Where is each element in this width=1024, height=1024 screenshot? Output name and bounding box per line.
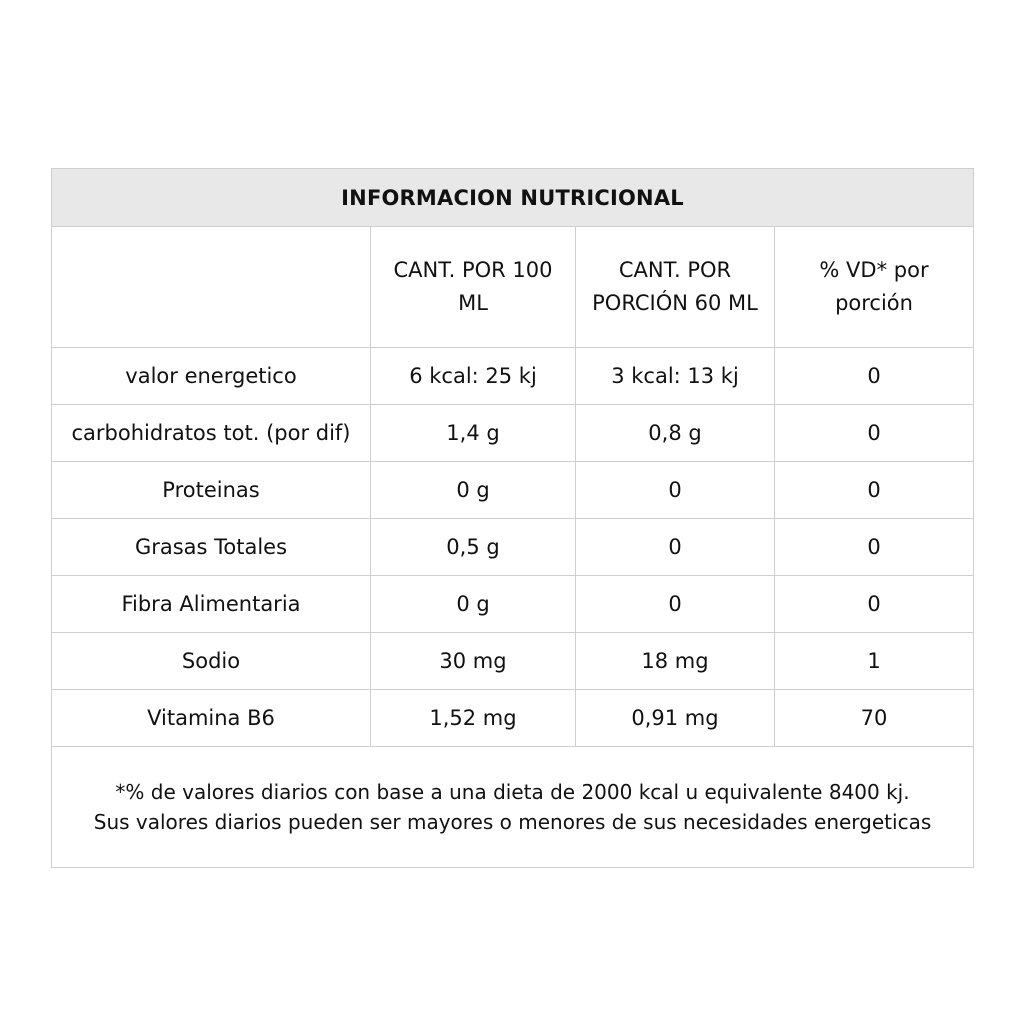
table-row: [52, 405, 974, 462]
table-row: [52, 576, 974, 633]
table-title: INFORMACION NUTRICIONAL: [52, 169, 974, 227]
nutrient-label: valor energetico: [52, 348, 371, 405]
value-daily-percent: 0: [775, 462, 974, 519]
value-daily-percent: 0: [775, 519, 974, 576]
value-daily-percent: 0: [775, 576, 974, 633]
nutrient-label: Proteinas: [52, 462, 371, 519]
footnote-line: *% de valores diarios con base a una dieta de 2000 kcal u equivalente 8400 kj.: [115, 780, 910, 804]
value-per-100ml: 30 mg: [371, 633, 576, 690]
header-per-portion: CANT. POR PORCIÓN 60 ML: [576, 227, 775, 348]
table-footnote-row: [52, 747, 974, 868]
nutrient-label: Sodio: [52, 633, 371, 690]
value-per-100ml: 1,52 mg: [371, 690, 576, 747]
value-per-100ml: 1,4 g: [371, 405, 576, 462]
value-per-portion: 3 kcal: 13 kj: [576, 348, 775, 405]
value-daily-percent: 70: [775, 690, 974, 747]
table-row: [52, 462, 974, 519]
header-daily-value: % VD* por porción: [775, 227, 974, 348]
value-per-portion: 0,8 g: [576, 405, 775, 462]
value-per-portion: 18 mg: [576, 633, 775, 690]
value-daily-percent: 0: [775, 405, 974, 462]
value-per-portion: 0: [576, 462, 775, 519]
table-row: [52, 633, 974, 690]
nutrient-label: Fibra Alimentaria: [52, 576, 371, 633]
nutrient-label: Grasas Totales: [52, 519, 371, 576]
table-title-row: [52, 169, 974, 227]
value-per-100ml: 0 g: [371, 462, 576, 519]
table-header-row: [52, 227, 974, 348]
value-per-portion: 0: [576, 576, 775, 633]
nutrition-table: [51, 168, 974, 868]
header-empty-cell: [52, 227, 371, 348]
value-per-100ml: 6 kcal: 25 kj: [371, 348, 576, 405]
nutrient-label: carbohidratos tot. (por dif): [52, 405, 371, 462]
value-per-portion: 0,91 mg: [576, 690, 775, 747]
value-daily-percent: 1: [775, 633, 974, 690]
value-per-100ml: 0,5 g: [371, 519, 576, 576]
table-row: [52, 519, 974, 576]
value-per-100ml: 0 g: [371, 576, 576, 633]
value-per-portion: 0: [576, 519, 775, 576]
nutrient-label: Vitamina B6: [52, 690, 371, 747]
footnote-cell: [52, 747, 974, 868]
header-per-100ml: CANT. POR 100 ML: [371, 227, 576, 348]
table-row: [52, 348, 974, 405]
table-row: [52, 690, 974, 747]
value-daily-percent: 0: [775, 348, 974, 405]
footnote-line: Sus valores diarios pueden ser mayores o menores de sus necesidades energeticas: [93, 810, 932, 834]
